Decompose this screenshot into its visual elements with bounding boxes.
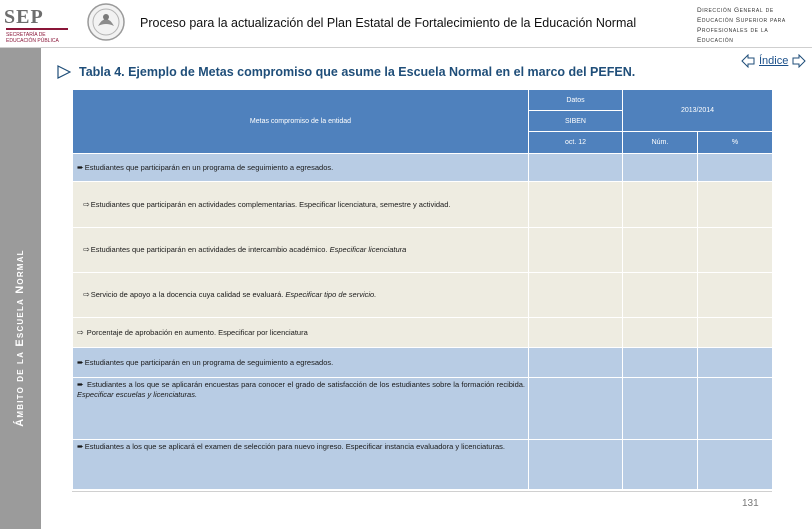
cell (698, 273, 773, 318)
cell (698, 182, 773, 228)
pointing-arrow-icon: ➨ (77, 380, 84, 389)
row-text: Servicio de apoyo a la docencia cuya calidad se evaluará. (90, 290, 286, 299)
navigation (741, 53, 806, 69)
triangle-right-icon (57, 65, 71, 79)
row-label (73, 348, 529, 378)
row-text-italic: Especificar licenciatura (329, 245, 407, 254)
pointing-arrow-icon: ⇨ (83, 245, 90, 254)
header-siben: SIBEN (529, 111, 623, 132)
table-row (73, 348, 773, 378)
row-text: Estudiantes a los que se aplicarán encuestas para conocer el grado de satisfacción de los estudiantes sobre la formación recibida. (84, 380, 525, 389)
page-number: 131 (742, 498, 759, 509)
row-text: Estudiantes a los que se aplicará el examen de selección para nuevo ingreso. Especificar instancia evaluadora y licenciaturas. (84, 442, 505, 451)
cell (698, 440, 773, 490)
cell (529, 273, 623, 318)
row-label (73, 318, 529, 348)
row-text: Estudiantes que participarán en un programa de seguimiento a egresados. (84, 357, 334, 367)
index-link[interactable]: Índice (759, 55, 789, 67)
cell (529, 318, 623, 348)
row-label (73, 440, 529, 490)
table-row (73, 318, 773, 348)
row-text: Estudiantes que participarán en actividades de intercambio académico. (90, 245, 330, 254)
page-title: Proceso para la actualización del Plan Estatal de Fortalecimiento de la Educación Normal (140, 16, 637, 30)
cell (623, 228, 698, 273)
table-row (73, 440, 773, 490)
pointing-arrow-icon: ⇨ (83, 290, 90, 299)
row-label (73, 182, 529, 228)
cell (529, 348, 623, 378)
sep-logo-text: SEP (4, 6, 44, 28)
cell (529, 228, 623, 273)
cell (623, 318, 698, 348)
header-datos: Datos (529, 90, 623, 111)
pointing-arrow-icon: ➨ (77, 357, 84, 367)
cell (623, 440, 698, 490)
sep-logo (2, 6, 84, 44)
header-pct: % (698, 132, 773, 154)
cell (623, 273, 698, 318)
header-divider (0, 47, 812, 48)
table-title (57, 65, 635, 79)
cell (623, 378, 698, 440)
cell (698, 348, 773, 378)
header-metas: Metas compromiso de la entidad (73, 90, 529, 154)
cell (698, 378, 773, 440)
pointing-arrow-icon: ⇨ (77, 327, 84, 337)
table-row (73, 182, 773, 228)
row-label (73, 273, 529, 318)
cell (698, 228, 773, 273)
sidebar-label: Ámbito de la Escuela Normal (14, 249, 26, 427)
pointing-arrow-icon: ⇨ (83, 199, 90, 209)
national-seal-icon (86, 2, 126, 42)
cell (529, 440, 623, 490)
row-text-italic: Especificar escuelas y licenciaturas. (77, 390, 198, 399)
table-row (73, 378, 773, 440)
page-header (0, 0, 812, 48)
table-row (73, 228, 773, 273)
row-text-italic: Especificar tipo de servicio. (285, 290, 377, 299)
pointing-arrow-icon: ➨ (77, 162, 84, 172)
row-text: Estudiantes que participarán en actividades complementarias. Especificar licenciatura, semestre y actividad. (90, 199, 451, 209)
header-period: 2013/2014 (623, 90, 773, 132)
row-text: Porcentaje de aprobación en aumento. Especificar por licenciatura (84, 327, 308, 337)
table-title-text: Tabla 4. Ejemplo de Metas compromiso que asume la Escuela Normal en el marco del PEFEN. (79, 65, 636, 79)
cell (698, 318, 773, 348)
cell (623, 182, 698, 228)
header-oct: oct. 12 (529, 132, 623, 154)
department-name: Dirección General de Educación Superior para Profesionales de la Educación (697, 7, 786, 44)
cell (623, 348, 698, 378)
cell (529, 378, 623, 440)
sep-logo-bar (6, 28, 68, 30)
cell (623, 154, 698, 182)
arrow-right-icon[interactable] (792, 54, 806, 68)
header-num: Núm. (623, 132, 698, 154)
cell (529, 182, 623, 228)
table-row (73, 273, 773, 318)
row-label (73, 154, 529, 182)
row-label (73, 378, 529, 440)
sep-logo-subtext: SECRETARÍA DE EDUCACIÓN PÚBLICA (6, 32, 59, 44)
row-text: Estudiantes que participarán en un programa de seguimiento a egresados. (84, 162, 334, 172)
cell (529, 154, 623, 182)
bottom-divider (72, 491, 772, 492)
cell (698, 154, 773, 182)
sidebar (0, 48, 41, 529)
table-row (73, 154, 773, 182)
arrow-left-icon[interactable] (741, 54, 755, 68)
pointing-arrow-icon: ➨ (77, 442, 84, 451)
row-label (73, 228, 529, 273)
goals-table (72, 89, 773, 490)
